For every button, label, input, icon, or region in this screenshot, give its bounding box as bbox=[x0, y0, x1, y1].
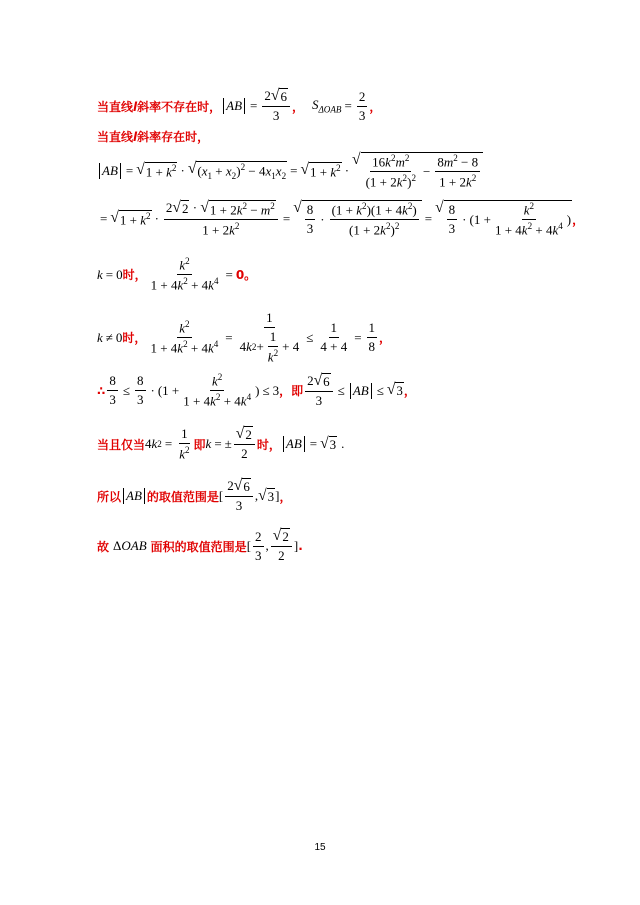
area-oab: $S_{\Delta OAB}$ bbox=[311, 97, 342, 115]
line-ab-simplify: = √ $1 + k^2$ · 2 √ 2 · √ $1 + 2k^2 - m^2$ $1 + 2k^2$ = √ $\frac{8}{3}$ · $\frac{(1 + k^2)(1 + 4k^2)}{(1 + 2k^2)^2}$ = √ $\frac{8}{3}$ · (1 + $\frac{k^2}{1 + 4k^2 + 4k^4}$ ) ， bbox=[100, 199, 585, 238]
line-therefore: ∴ $\frac{8}{3}$ ≤ $\frac{8}{3}$ · (1 + $\frac{k^2}{1 + 4k^2 + 4k^4}$ ) ≤ 3 ，即 2 √ 6 3 ≤ AB ≤ √ 3 ， bbox=[97, 371, 416, 409]
text-vertical-case: 当直线l斜率不存在时， bbox=[97, 99, 222, 114]
text-dang-qie-jin-dang: 当且仅当 bbox=[97, 437, 146, 452]
line-area-range: 故 ΔOAB 面积的取值范围是 [ $\frac{2}{3}$ , √ 2 2 ] . bbox=[97, 527, 303, 563]
sep: ， bbox=[291, 99, 304, 114]
page-number: 15 bbox=[314, 842, 326, 853]
end-comma-9: ， bbox=[279, 489, 292, 504]
text-k-zero: 时， bbox=[122, 268, 147, 283]
line-ab-range: 所以 AB 的取值范围是 [ 2 √ 6 3 , √ 3 ] ， bbox=[97, 477, 292, 513]
text-shi-8: 时， bbox=[256, 437, 281, 452]
line-ab-formula: AB = √ $1 + k^2$ · √ $(x_1 + x_2)^2 - 4x_1x_2$ = √ $1 + k^2$ · √ $\frac{16k^2m^2}{(1 + 2k^2)^2}$ − $\frac{8m^2 - 8}{1 + 2k^2}$ bbox=[97, 152, 483, 191]
text-ab-range: 的取值范围是 bbox=[146, 489, 219, 504]
frac-2sqrt6-3: 2 √ 6 3 bbox=[262, 88, 290, 124]
text-k-nonzero: 时， bbox=[122, 331, 147, 346]
end-comma-6: ， bbox=[379, 331, 392, 346]
line-k-nonzero: k ≠ 0 时， $\frac{k^2}{1 + 4k^2 + 4k^4}$ = 1 4 k 2 + $\frac{1}{k^2}$ + 4 ≤ $\frac{1}{4 + 4}$ = $\frac{1}{8}$ ， bbox=[97, 310, 392, 365]
text-ji: ，即 bbox=[279, 384, 304, 399]
end-period-8: . bbox=[341, 436, 345, 452]
text-slope-exists: 当直线l斜率存在时， bbox=[97, 130, 210, 144]
text-area-range: 面积的取值范围是 bbox=[150, 539, 247, 554]
text-gu: 故 bbox=[97, 539, 110, 554]
end-comma: ， bbox=[369, 99, 382, 114]
k-zero-result: 0。 bbox=[235, 268, 257, 283]
ab-abs: AB bbox=[223, 98, 245, 114]
frac-2-3: $\frac{2}{3}$ bbox=[358, 88, 366, 123]
line-k-zero: k = 0 时， $\frac{k^2}{1 + 4k^2 + 4k^4}$ = 0。 bbox=[97, 256, 257, 293]
line-vertical-case: 当直线l斜率不存在时， AB = 2 √ 6 3 ， $S_{\Delta OAB}$ = $\frac{2}{3}$ ， bbox=[97, 87, 382, 123]
text-suo-yi: 所以 bbox=[97, 489, 122, 504]
line-slope-exists bbox=[97, 128, 209, 145]
line-equality: 当且仅当 4 k 2 = $\frac{1}{k^2}$ 即 k = ± √ 2 2 时， AB = √ 3 . bbox=[97, 425, 345, 462]
end-comma-7: ， bbox=[403, 384, 416, 399]
text-ji-8: 即 bbox=[193, 437, 206, 452]
end-period-10: . bbox=[298, 539, 303, 553]
